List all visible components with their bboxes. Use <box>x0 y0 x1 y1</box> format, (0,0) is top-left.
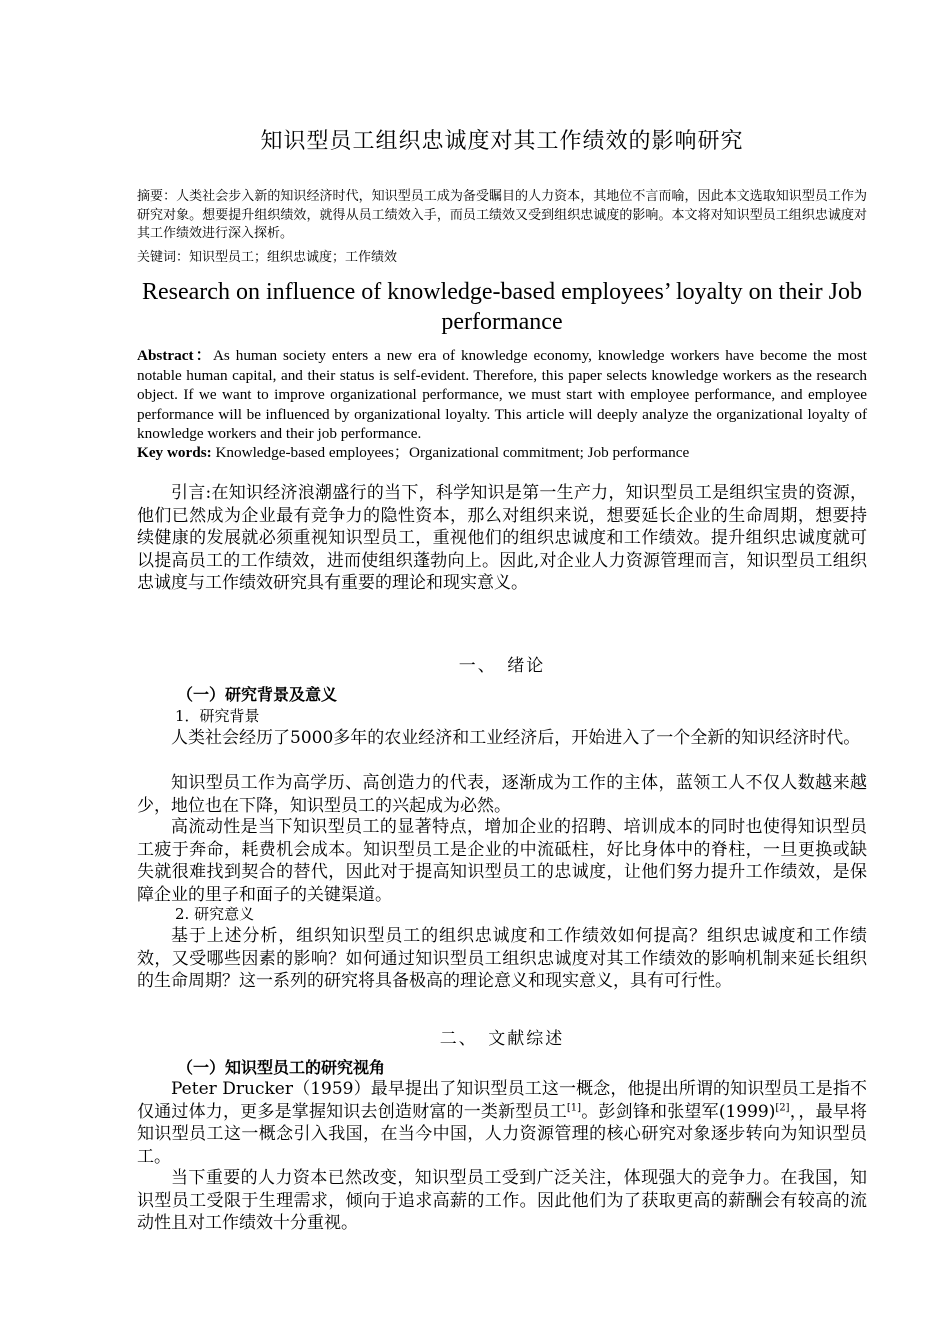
subheading-research-perspective: （一）知识型员工的研究视角 <box>177 1058 386 1077</box>
introduction-text: 在知识经济浪潮盛行的当下，科学知识是第一生产力，知识型员工是组织宝贵的资源，他们已然成为企业最有竞争力的隐性资本，那么对组织来说，想要延长企业的生命周期，想要持续健康的发展就必须重视知识型员工，重视他们的组织忠诚度和工作绩效。提升组织忠诚度就可以提高员工的工作绩效，进而使组织蓬勃向上。因此,对企业人力资源管理而言，知识型员工组织忠诚度与工作绩效研究具有重要的理论和现实意义。 <box>137 483 868 593</box>
english-keywords-text: Knowledge-based employees；Organizational commitment; Job performance <box>215 444 690 461</box>
literature-1-part-a: Peter Drucker（1959）最早提出了知识型员工这一概念，他提出所谓的知识型员工是指不仅通过体力，更多是掌握知识去创造财富的一类新型员工 <box>137 1079 867 1122</box>
english-keywords-label: Key words: <box>137 444 212 461</box>
english-abstract-text: As human society enters a new era of knowledge economy, knowledge workers have become the most notable human capital, and their status is self-evident. Therefore, this paper selects knowledge workers as the research object. If we want to improve organizational performance, we must start with employee performance, and employee performance will be influenced by organizational loyalty. This article will deeply analyze the organizational loyalty of knowledge workers and their job performance. <box>137 347 867 442</box>
chinese-abstract-text: 人类社会步入新的知识经济时代，知识型员工成为备受瞩目的人力资本，其地位不言而喻，因此本文选取知识型员工作为研究对象。想要提升组织绩效，就得从员工绩效入手，而员工绩效又受到组织忠诚度的影响。本文将对知识型员工组织忠诚度对其工作绩效进行深入探析。 <box>137 189 867 241</box>
subheading-background: （一）研究背景及意义 <box>177 685 338 704</box>
chinese-keywords-label: 关键词： <box>137 250 190 265</box>
paragraph-background-3: 高流动性是当下知识型员工的显著特点，增加企业的招聘、培训成本的同时也使得知识型员工疲于奔命，耗费机会成本。知识型员工是企业的中流砥柱，好比身体中的脊柱，一旦更换或缺失就很难找到契合的替代，因此对于提高知识型员工的忠诚度，让他们努力提升工作绩效，是保障企业的里子和面子的关键渠道。 <box>137 817 867 905</box>
english-abstract <box>137 346 867 444</box>
section-heading-literature-review: 二、 文献综述 <box>439 1029 565 1049</box>
literature-1-part-c: ，，最早将知识型员工这一概念引入我国，在当今中国，人力资源管理的核心研究对象逐步转向为知识型员工。 <box>137 1101 868 1167</box>
introduction-label: 引言: <box>171 483 212 503</box>
chinese-abstract <box>137 188 867 244</box>
item-research-background: 1．研究背景 <box>175 707 260 725</box>
paragraph-background-1: 人类社会经历了5000多年的农业经济和工业经济后，开始进入了一个全新的知识经济时代。 <box>171 728 861 748</box>
english-keywords <box>137 443 867 463</box>
paragraph-literature-1 <box>137 1078 867 1168</box>
chinese-keywords-text: 知识型员工；组织忠诚度；工作绩效 <box>189 250 398 265</box>
english-abstract-label: Abstract： <box>137 347 213 364</box>
chinese-title: 知识型员工组织忠诚度对其工作绩效的影响研究 <box>260 129 744 154</box>
paragraph-background-2: 知识型员工作为高学历、高创造力的代表，逐渐成为工作的主体，蓝领工人不仅人数越来越少，地位也在下降，知识型员工的兴起成为必然。 <box>137 773 867 816</box>
chinese-abstract-label: 摘要： <box>137 189 177 204</box>
citation-ref-2: [2] <box>775 1101 790 1113</box>
paragraph-significance: 基于上述分析，组织知识型员工的组织忠诚度和工作绩效如何提高？组织忠诚度和工作绩效，又受哪些因素的影响？如何通过知识型员工组织忠诚度对其工作绩效的影响机制来延长组织的生命周期？这一系列的研究将具备极高的理论意义和现实意义，具有可行性。 <box>137 926 867 991</box>
item-research-significance: 2. 研究意义 <box>175 905 255 923</box>
introduction-paragraph <box>137 482 867 595</box>
citation-ref-1: [1] <box>566 1101 582 1113</box>
english-title: Research on influence of knowledge-based employees’ loyalty on their Job performance <box>142 279 862 335</box>
paragraph-literature-2: 当下重要的人力资本已然改变，知识型员工受到广泛关注，体现强大的竞争力。在我国，知识型员工受限于生理需求，倾向于追求高薪的工作。因此他们为了获取更高的薪酬会有较高的流动性且对工作绩效十分重视。 <box>137 1168 867 1233</box>
chinese-keywords <box>137 248 867 267</box>
literature-1-part-b: 。彭剑锋和张望军(1999) <box>581 1101 776 1122</box>
section-heading-introduction: 一、 绪论 <box>458 656 546 676</box>
